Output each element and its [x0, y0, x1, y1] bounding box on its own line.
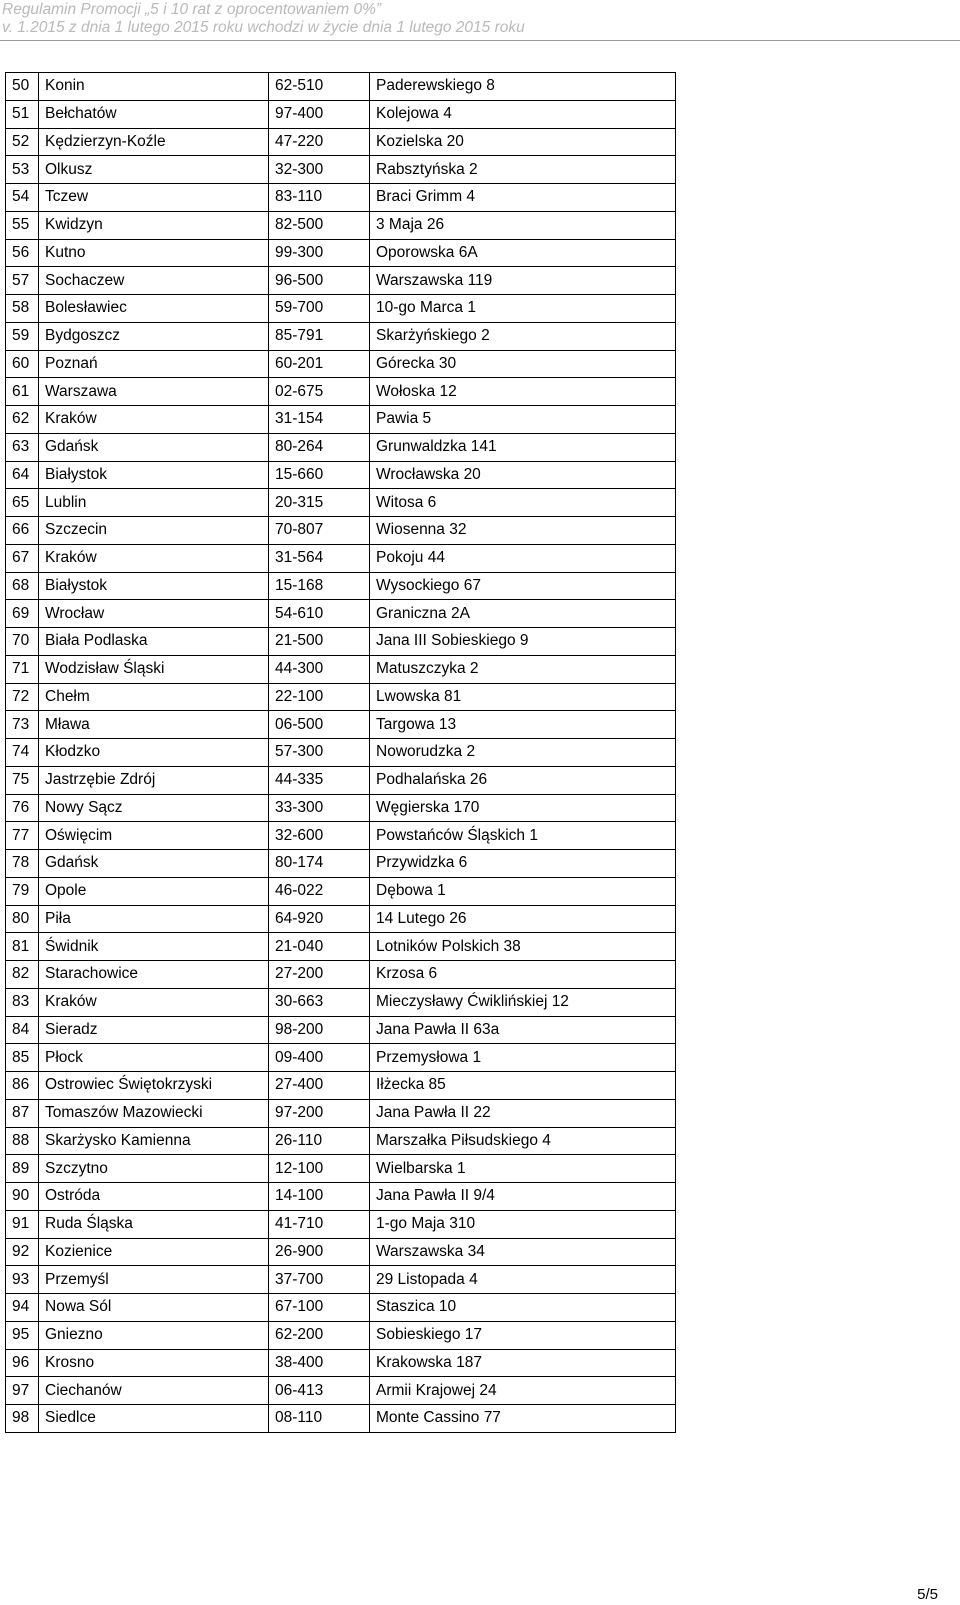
postcode-cell: 44-300	[269, 655, 370, 683]
city-cell: Siedlce	[39, 1405, 269, 1433]
row-number-cell: 62	[6, 406, 39, 434]
row-number-cell: 79	[6, 877, 39, 905]
table-row	[6, 961, 676, 989]
table-row	[6, 1016, 676, 1044]
table-row	[6, 544, 676, 572]
postcode-cell: 26-900	[269, 1238, 370, 1266]
table-row	[6, 739, 676, 767]
row-number-cell: 95	[6, 1321, 39, 1349]
postcode-cell: 67-100	[269, 1294, 370, 1322]
row-number-cell: 75	[6, 766, 39, 794]
street-cell: Witosa 6	[370, 489, 676, 517]
row-number-cell: 83	[6, 988, 39, 1016]
row-number-cell: 69	[6, 600, 39, 628]
city-cell: Szczytno	[39, 1155, 269, 1183]
street-cell: Krzosa 6	[370, 961, 676, 989]
row-number-cell: 50	[6, 73, 39, 101]
postcode-cell: 27-400	[269, 1072, 370, 1100]
city-cell: Poznań	[39, 350, 269, 378]
city-cell: Sieradz	[39, 1016, 269, 1044]
table-row	[6, 1321, 676, 1349]
postcode-cell: 80-174	[269, 850, 370, 878]
street-cell: Skarżyńskiego 2	[370, 322, 676, 350]
postcode-cell: 14-100	[269, 1183, 370, 1211]
row-number-cell: 59	[6, 322, 39, 350]
city-cell: Ostróda	[39, 1183, 269, 1211]
street-cell: Przywidzka 6	[370, 850, 676, 878]
street-cell: Jana Pawła II 63a	[370, 1016, 676, 1044]
street-cell: Braci Grimm 4	[370, 184, 676, 212]
street-cell: Węgierska 170	[370, 794, 676, 822]
document-header	[0, 0, 960, 41]
city-cell: Opole	[39, 877, 269, 905]
street-cell: Mieczysławy Ćwiklińskiej 12	[370, 988, 676, 1016]
street-cell: Lotników Polskich 38	[370, 933, 676, 961]
postcode-cell: 37-700	[269, 1266, 370, 1294]
table-row	[6, 433, 676, 461]
table-row	[6, 766, 676, 794]
city-cell: Kwidzyn	[39, 211, 269, 239]
table-row	[6, 128, 676, 156]
row-number-cell: 55	[6, 211, 39, 239]
row-number-cell: 82	[6, 961, 39, 989]
city-cell: Wodzisław Śląski	[39, 655, 269, 683]
city-cell: Przemyśl	[39, 1266, 269, 1294]
row-number-cell: 64	[6, 461, 39, 489]
city-cell: Konin	[39, 73, 269, 101]
postcode-cell: 33-300	[269, 794, 370, 822]
postcode-cell: 30-663	[269, 988, 370, 1016]
city-cell: Gdańsk	[39, 850, 269, 878]
row-number-cell: 66	[6, 517, 39, 545]
street-cell: Wołoska 12	[370, 378, 676, 406]
postcode-cell: 62-200	[269, 1321, 370, 1349]
table-row	[6, 988, 676, 1016]
page-number: 5/5	[917, 1586, 938, 1603]
street-cell: Jana III Sobieskiego 9	[370, 628, 676, 656]
table-row	[6, 1183, 676, 1211]
postcode-cell: 54-610	[269, 600, 370, 628]
branch-locations-table	[5, 72, 676, 1433]
table-row	[6, 1405, 676, 1433]
row-number-cell: 94	[6, 1294, 39, 1322]
street-cell: Wrocławska 20	[370, 461, 676, 489]
table-row	[6, 711, 676, 739]
postcode-cell: 47-220	[269, 128, 370, 156]
row-number-cell: 87	[6, 1099, 39, 1127]
city-cell: Bolesławiec	[39, 295, 269, 323]
city-cell: Chełm	[39, 683, 269, 711]
street-cell: Przemysłowa 1	[370, 1044, 676, 1072]
row-number-cell: 63	[6, 433, 39, 461]
street-cell: Jana Pawła II 9/4	[370, 1183, 676, 1211]
row-number-cell: 91	[6, 1210, 39, 1238]
table-row	[6, 655, 676, 683]
table-row	[6, 350, 676, 378]
table-row	[6, 1155, 676, 1183]
row-number-cell: 98	[6, 1405, 39, 1433]
city-cell: Biała Podlaska	[39, 628, 269, 656]
postcode-cell: 20-315	[269, 489, 370, 517]
city-cell: Białystok	[39, 461, 269, 489]
row-number-cell: 57	[6, 267, 39, 295]
street-cell: Kolejowa 4	[370, 100, 676, 128]
street-cell: Pokoju 44	[370, 544, 676, 572]
street-cell: Paderewskiego 8	[370, 73, 676, 101]
row-number-cell: 58	[6, 295, 39, 323]
row-number-cell: 81	[6, 933, 39, 961]
row-number-cell: 61	[6, 378, 39, 406]
city-cell: Tczew	[39, 184, 269, 212]
table-row	[6, 572, 676, 600]
city-cell: Jastrzębie Zdrój	[39, 766, 269, 794]
table-row	[6, 378, 676, 406]
row-number-cell: 53	[6, 156, 39, 184]
city-cell: Nowy Sącz	[39, 794, 269, 822]
row-number-cell: 67	[6, 544, 39, 572]
city-cell: Ruda Śląska	[39, 1210, 269, 1238]
table-row	[6, 850, 676, 878]
table-row	[6, 267, 676, 295]
city-cell: Białystok	[39, 572, 269, 600]
row-number-cell: 60	[6, 350, 39, 378]
table-row	[6, 1349, 676, 1377]
street-cell: Targowa 13	[370, 711, 676, 739]
row-number-cell: 78	[6, 850, 39, 878]
city-cell: Sochaczew	[39, 267, 269, 295]
postcode-cell: 38-400	[269, 1349, 370, 1377]
table-row	[6, 295, 676, 323]
street-cell: Oporowska 6A	[370, 239, 676, 267]
city-cell: Kraków	[39, 988, 269, 1016]
postcode-cell: 97-400	[269, 100, 370, 128]
city-cell: Szczecin	[39, 517, 269, 545]
postcode-cell: 85-791	[269, 322, 370, 350]
postcode-cell: 57-300	[269, 739, 370, 767]
street-cell: Kozielska 20	[370, 128, 676, 156]
postcode-cell: 27-200	[269, 961, 370, 989]
table-row	[6, 933, 676, 961]
row-number-cell: 85	[6, 1044, 39, 1072]
table-row	[6, 1072, 676, 1100]
table-row	[6, 1210, 676, 1238]
row-number-cell: 74	[6, 739, 39, 767]
postcode-cell: 41-710	[269, 1210, 370, 1238]
city-cell: Oświęcim	[39, 822, 269, 850]
postcode-cell: 12-100	[269, 1155, 370, 1183]
postcode-cell: 32-300	[269, 156, 370, 184]
row-number-cell: 89	[6, 1155, 39, 1183]
table-row	[6, 1377, 676, 1405]
table-row	[6, 600, 676, 628]
postcode-cell: 97-200	[269, 1099, 370, 1127]
row-number-cell: 84	[6, 1016, 39, 1044]
street-cell: Marszałka Piłsudskiego 4	[370, 1127, 676, 1155]
city-cell: Tomaszów Mazowiecki	[39, 1099, 269, 1127]
street-cell: 14 Lutego 26	[370, 905, 676, 933]
postcode-cell: 06-500	[269, 711, 370, 739]
city-cell: Ostrowiec Świętokrzyski	[39, 1072, 269, 1100]
row-number-cell: 65	[6, 489, 39, 517]
city-cell: Piła	[39, 905, 269, 933]
row-number-cell: 76	[6, 794, 39, 822]
table-row	[6, 1099, 676, 1127]
city-cell: Nowa Sól	[39, 1294, 269, 1322]
table-row	[6, 406, 676, 434]
table-row	[6, 905, 676, 933]
postcode-cell: 59-700	[269, 295, 370, 323]
street-cell: Rabsztyńska 2	[370, 156, 676, 184]
table-row	[6, 239, 676, 267]
row-number-cell: 93	[6, 1266, 39, 1294]
postcode-cell: 62-510	[269, 73, 370, 101]
street-cell: Podhalańska 26	[370, 766, 676, 794]
postcode-cell: 31-154	[269, 406, 370, 434]
table-row	[6, 156, 676, 184]
city-cell: Kędzierzyn-Koźle	[39, 128, 269, 156]
table-row	[6, 517, 676, 545]
row-number-cell: 72	[6, 683, 39, 711]
postcode-cell: 26-110	[269, 1127, 370, 1155]
postcode-cell: 02-675	[269, 378, 370, 406]
city-cell: Kraków	[39, 544, 269, 572]
table-body	[6, 73, 676, 1433]
city-cell: Olkusz	[39, 156, 269, 184]
street-cell: Dębowa 1	[370, 877, 676, 905]
row-number-cell: 77	[6, 822, 39, 850]
street-cell: Wysockiego 67	[370, 572, 676, 600]
document-version: v. 1.2015 z dnia 1 lutego 2015 roku wchodzi w życie dnia 1 lutego 2015 roku	[2, 19, 525, 36]
city-cell: Kraków	[39, 406, 269, 434]
street-cell: 3 Maja 26	[370, 211, 676, 239]
postcode-cell: 09-400	[269, 1044, 370, 1072]
street-cell: Staszica 10	[370, 1294, 676, 1322]
city-cell: Warszawa	[39, 378, 269, 406]
row-number-cell: 68	[6, 572, 39, 600]
table-row	[6, 1127, 676, 1155]
street-cell: Noworudzka 2	[370, 739, 676, 767]
table-row	[6, 877, 676, 905]
street-cell: Wiosenna 32	[370, 517, 676, 545]
table-row	[6, 1266, 676, 1294]
city-cell: Starachowice	[39, 961, 269, 989]
street-cell: Krakowska 187	[370, 1349, 676, 1377]
city-cell: Kozienice	[39, 1238, 269, 1266]
city-cell: Skarżysko Kamienna	[39, 1127, 269, 1155]
city-cell: Ciechanów	[39, 1377, 269, 1405]
city-cell: Gniezno	[39, 1321, 269, 1349]
city-cell: Bydgoszcz	[39, 322, 269, 350]
city-cell: Kłodzko	[39, 739, 269, 767]
postcode-cell: 06-413	[269, 1377, 370, 1405]
table-row	[6, 628, 676, 656]
table-row	[6, 822, 676, 850]
row-number-cell: 51	[6, 100, 39, 128]
row-number-cell: 70	[6, 628, 39, 656]
street-cell: Warszawska 119	[370, 267, 676, 295]
row-number-cell: 54	[6, 184, 39, 212]
street-cell: Jana Pawła II 22	[370, 1099, 676, 1127]
table-row	[6, 184, 676, 212]
row-number-cell: 80	[6, 905, 39, 933]
postcode-cell: 21-040	[269, 933, 370, 961]
row-number-cell: 56	[6, 239, 39, 267]
street-cell: 10-go Marca 1	[370, 295, 676, 323]
street-cell: Wielbarska 1	[370, 1155, 676, 1183]
street-cell: Pawia 5	[370, 406, 676, 434]
postcode-cell: 83-110	[269, 184, 370, 212]
postcode-cell: 31-564	[269, 544, 370, 572]
row-number-cell: 71	[6, 655, 39, 683]
postcode-cell: 96-500	[269, 267, 370, 295]
street-cell: Grunwaldzka 141	[370, 433, 676, 461]
street-cell: Iłżecka 85	[370, 1072, 676, 1100]
city-cell: Płock	[39, 1044, 269, 1072]
street-cell: Graniczna 2A	[370, 600, 676, 628]
postcode-cell: 21-500	[269, 628, 370, 656]
street-cell: Matuszczyka 2	[370, 655, 676, 683]
row-number-cell: 52	[6, 128, 39, 156]
row-number-cell: 96	[6, 1349, 39, 1377]
postcode-cell: 15-660	[269, 461, 370, 489]
postcode-cell: 32-600	[269, 822, 370, 850]
city-cell: Gdańsk	[39, 433, 269, 461]
table-row	[6, 794, 676, 822]
street-cell: Monte Cassino 77	[370, 1405, 676, 1433]
postcode-cell: 80-264	[269, 433, 370, 461]
street-cell: Sobieskiego 17	[370, 1321, 676, 1349]
city-cell: Świdnik	[39, 933, 269, 961]
table-row	[6, 489, 676, 517]
postcode-cell: 70-807	[269, 517, 370, 545]
table-row	[6, 683, 676, 711]
postcode-cell: 44-335	[269, 766, 370, 794]
table-row	[6, 1294, 676, 1322]
city-cell: Kutno	[39, 239, 269, 267]
document-title: Regulamin Promocji „5 i 10 rat z oprocentowaniem 0%”	[2, 1, 382, 18]
postcode-cell: 08-110	[269, 1405, 370, 1433]
table-row	[6, 211, 676, 239]
table-row	[6, 322, 676, 350]
table-row	[6, 73, 676, 101]
street-cell: Lwowska 81	[370, 683, 676, 711]
row-number-cell: 86	[6, 1072, 39, 1100]
postcode-cell: 60-201	[269, 350, 370, 378]
street-cell: 29 Listopada 4	[370, 1266, 676, 1294]
postcode-cell: 98-200	[269, 1016, 370, 1044]
street-cell: Górecka 30	[370, 350, 676, 378]
city-cell: Lublin	[39, 489, 269, 517]
row-number-cell: 92	[6, 1238, 39, 1266]
city-cell: Wrocław	[39, 600, 269, 628]
city-cell: Mława	[39, 711, 269, 739]
row-number-cell: 97	[6, 1377, 39, 1405]
city-cell: Bełchatów	[39, 100, 269, 128]
table-row	[6, 1238, 676, 1266]
row-number-cell: 73	[6, 711, 39, 739]
postcode-cell: 99-300	[269, 239, 370, 267]
postcode-cell: 22-100	[269, 683, 370, 711]
street-cell: Powstańców Śląskich 1	[370, 822, 676, 850]
row-number-cell: 90	[6, 1183, 39, 1211]
postcode-cell: 15-168	[269, 572, 370, 600]
city-cell: Krosno	[39, 1349, 269, 1377]
street-cell: Warszawska 34	[370, 1238, 676, 1266]
table-row	[6, 1044, 676, 1072]
table-row	[6, 100, 676, 128]
street-cell: 1-go Maja 310	[370, 1210, 676, 1238]
postcode-cell: 46-022	[269, 877, 370, 905]
table-row	[6, 461, 676, 489]
row-number-cell: 88	[6, 1127, 39, 1155]
postcode-cell: 82-500	[269, 211, 370, 239]
street-cell: Armii Krajowej 24	[370, 1377, 676, 1405]
postcode-cell: 64-920	[269, 905, 370, 933]
